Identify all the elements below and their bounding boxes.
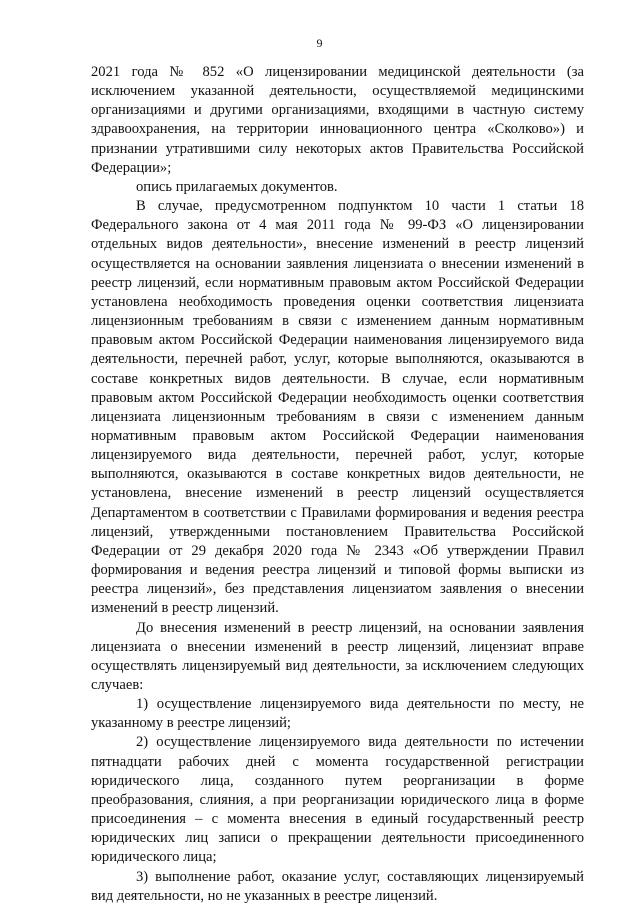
list-item-3: 3) выполнение работ, оказание услуг, составляющих лицензируемый вид деятельности, но не указанных в реестре лицензий. xyxy=(91,868,584,904)
paragraph-registry-changes: В случае, предусмотренном подпунктом 10 части 1 статьи 18 Федерального закона от 4 мая 2011 года № 99-ФЗ «О лицензировании отдельных видов деятельности», внесение изменений в реестр лицензий осуществляется на основании заявления лицензиата о внесении изменений в реестр лицензий, если нормативным правовым актом Российской Федерации установлена необходимость проведения оценки соответствия лицензиата лицензионным требованиям в связи с изменением данным нормативным правовым актом Российской Федерации наименования лицензируемого вида деятельности, перечней работ, услуг, которые выполняются, оказываются в составе конкретных видов деятельности. В случае, если нормативным правовым актом Российской Федерации необходимость оценки соответствия лицензиата лицензионным требованиям в связи с изменением данным нормативным правовым актом Российской Федерации наименования лицензируемого вида деятельности, перечней работ, услуг, которые выполняются, оказываются в составе конкретных видов деятельности, не установлена, внесение изменений в реестр лицензий осуществляется Департаментом в соответствии с Правилами формирования и ведения реестра лицензий, утвержденными постановлением Правительства Российской Федерации от 29 декабря 2020 года № 2343 «Об утверждении Правил формирования и ведения реестра лицензий и типовой формы выписки из реестра лицензий», без представления лицензиатом заявления о внесении изменений в реестр лицензий. xyxy=(91,198,584,617)
list-item-2: 2) осуществление лицензируемого вида деятельности по истечении пятнадцати рабочих дней с момента государственной регистрации юридического лица, созданного путем реорганизации в форме преобразования, слияния, а при реорганизации юридического лица в форме присоединения – с момента внесения в единый государственный реестр юридических лиц записи о прекращении деятельности присоединенного юридического лица; xyxy=(91,734,584,866)
paragraph-before-changes: До внесения изменений в реестр лицензий, на основании заявления лицензиата о внесении изменений в реестр лицензий, лицензиат вправе осуществлять лицензируемый вид деятельности, за исключением следующих случаев: xyxy=(91,619,584,693)
document-body xyxy=(91,63,584,906)
list-item-1: 1) осуществление лицензируемого вида деятельности по месту, не указанному в реестре лицензий; xyxy=(91,696,584,732)
page-number: 9 xyxy=(316,36,323,50)
paragraph-decree-continuation: 2021 года № 852 «О лицензировании медицинской деятельности (за исключением указанной деятельности, осуществляемой медицинскими организациями и другими организациями, входящими в частную систему здравоохранения, на территории инновационного центра «Сколково») и признании утратившими силу некоторых актов Правительства Российской Федерации»; xyxy=(91,64,584,176)
paragraph-inventory: опись прилагаемых документов. xyxy=(136,178,338,195)
